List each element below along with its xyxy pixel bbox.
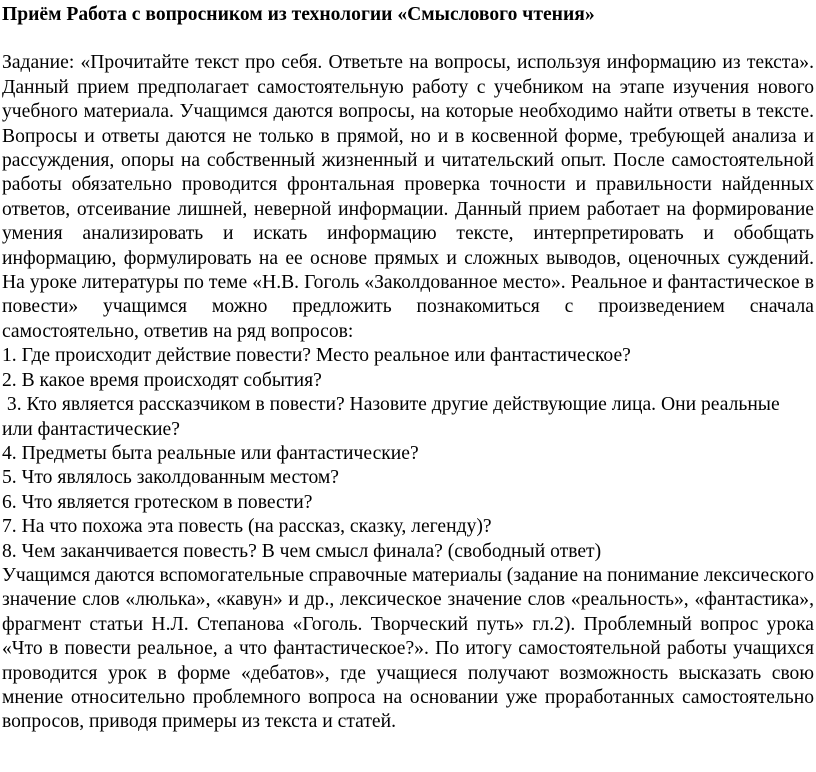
question-item: 3. Кто является рассказчиком в повести? Назовите другие действующие лица. Они реальные или фантастические? — [2, 394, 785, 440]
question-list — [2, 344, 814, 564]
question-item: 6. Что является гротеском в повести? — [2, 491, 313, 513]
question-item: 5. Что являлось заколдованным местом? — [2, 467, 339, 489]
conclusion-paragraph: Учащимся даются вспомогательные справочные материалы (задание на понимание лексического значение слов «люлька», «кавун» и др., лексическое значение слов «реальность», «фантастика», фрагмент статьи Н.Л. Степанова «Гоголь. Творческий путь» гл.2). Проблемный вопрос урока «Что в повести реальное, а что фантастическое?». По итогу самостоятельной работы учащихся проводится урок в форме «дебатов», где учащиеся получают возможность высказать свою мнение относительно проблемного вопроса на основании уже проработанных самостоятельно вопросов, приводя примеры из текста и статей. — [2, 564, 814, 733]
document-title: Приём Работа с вопросником из технологии «Смыслового чтения» — [2, 4, 595, 25]
question-item: 7. На что похожа эта повесть (на рассказ, сказку, легенду)? — [2, 516, 492, 538]
question-item: 2. В какое время происходят события? — [2, 369, 322, 391]
intro-paragraph: Задание: «Прочитайте текст про себя. Ответьте на вопросы, используя информацию из текста». Данный прием предполагает самостоятельную работу с учебником на этапе изучения нового учебного материала. Учащимся даются вопросы, на которые необходимо найти ответы в тексте. Вопросы и ответы даются не только в прямой, но и в косвенной форме, требующей анализа и рассуждения, опоры на собственный жизненный и читательский опыт. После самостоятельной работы обязательно проводится фронтальная проверка точности и правильности найденных ответов, отсеивание лишней, неверной информации. Данный прием работает на формирование умения анализировать и искать информацию тексте, интерпретировать и обобщать информацию, формулировать на ее основе прямых и сложных выводов, оценочных суждений. На уроке литературы по теме «Н.В. Гоголь «Заколдованное место». Реальное и фантастическое в повести» учащимся можно предложить познакомиться с произведением сначала самостоятельно, ответив на ряд вопросов: — [2, 52, 814, 342]
question-item: 1. Где происходит действие повести? Место реальное или фантастическое? — [2, 345, 631, 367]
question-item: 4. Предметы быта реальные или фантастические? — [2, 442, 419, 464]
question-item: 8. Чем заканчивается повесть? В чем смысл финала? (свободный ответ) — [2, 540, 602, 562]
